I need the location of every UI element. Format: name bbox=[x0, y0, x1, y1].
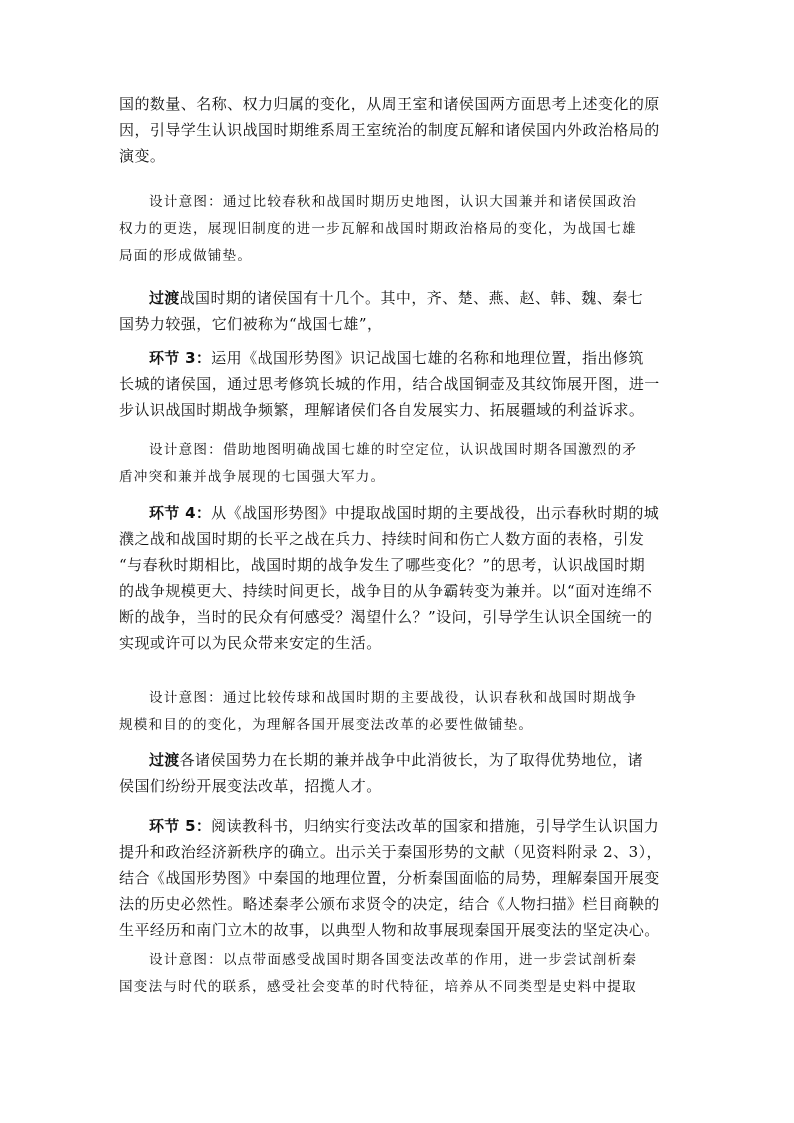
text-line: 濮之战和战国时期的长平之战在兵力、持续时间和伤亡人数方面的表格，引发 bbox=[119, 530, 645, 548]
text-line: 设计意图：通过比较春秋和战国时期历史地图，认识大国兼并和诸侯国政治 bbox=[149, 194, 638, 210]
text-line: 因，引导学生认识战国时期维系周王室统治的制度瓦解和诸侯国内外政治格局的 bbox=[119, 121, 660, 139]
design-intent-paragraph bbox=[119, 189, 677, 270]
text-segment: 战国时期的诸侯国有十几个。其中，齐、楚、燕、赵、韩、魏、秦七 bbox=[179, 289, 644, 307]
text-line bbox=[119, 500, 677, 526]
design-intent-paragraph bbox=[119, 685, 677, 739]
step-4-paragraph bbox=[119, 500, 677, 656]
text-segment: 从《战国形势图》中提取战国时期的主要战役，出示春秋时期的城 bbox=[211, 504, 660, 522]
text-line: 实现或许可以为民众带来安定的生活。 bbox=[119, 634, 382, 652]
text-line: 提升和政治经济新秩序的确立。出示关于秦国形势的文献（见资料附录 2、3）， bbox=[119, 843, 663, 861]
text-line: 的战争规模更大、持续时间更长，战争目的从争霸转变为兼并。以“面对连绵不 bbox=[119, 582, 653, 600]
text-line: 盾冲突和兼并战争展现的七国强大军力。 bbox=[119, 469, 386, 485]
text-line: 步认识战国时期战争频繁，理解诸侯们各自发展实力、拓展疆域的利益诉求。 bbox=[119, 401, 645, 419]
text-line: 设计意图：借助地图明确战国七雄的时空定位，认识战国时期各国激烈的矛 bbox=[149, 442, 638, 458]
transition-paragraph bbox=[119, 747, 677, 799]
text-line: 演变。 bbox=[119, 147, 166, 165]
design-intent-paragraph bbox=[119, 947, 677, 1001]
text-segment: 阅读教科书，归纳实行变法改革的国家和措施，引导学生认识国力 bbox=[211, 817, 660, 835]
text-line bbox=[119, 813, 677, 839]
step-3-paragraph bbox=[119, 345, 677, 423]
text-line: 生平经历和南门立木的故事，以典型人物和故事展现秦国开展变法的坚定决心。 bbox=[119, 921, 660, 939]
text-line: 权力的更迭，展现旧制度的进一步瓦解和战国时期政治格局的变化，为战国七雄 bbox=[119, 221, 637, 237]
transition-paragraph bbox=[119, 285, 677, 337]
step-label: 环节 4： bbox=[149, 504, 212, 522]
text-segment: 各诸侯国势力在长期的兼并战争中此消彼长，为了取得优势地位，诸 bbox=[179, 751, 644, 769]
text-line: 国势力较强，它们被称为“战国七雄”， bbox=[119, 315, 383, 333]
transition-label: 过渡 bbox=[149, 751, 180, 769]
design-intent-paragraph bbox=[119, 437, 677, 491]
text-line: 法的历史必然性。略述秦孝公颁布求贤令的决定，结合《人物扫描》栏目商鞅的 bbox=[119, 895, 660, 913]
text-line: 结合《战国形势图》中秦国的地理位置，分析秦国面临的局势，理解秦国开展变 bbox=[119, 869, 660, 887]
text-line: 国的数量、名称、权力归属的变化，从周王室和诸侯国两方面思考上述变化的原 bbox=[119, 95, 660, 113]
text-line: “与春秋时期相比，战国时期的战争发生了哪些变化？”的思考，认识战国时期 bbox=[119, 556, 646, 574]
intro-paragraph bbox=[119, 91, 677, 169]
text-line: 设计意图：通过比较传球和战国时期的主要战役，认识春秋和战国时期战争 bbox=[149, 690, 638, 706]
text-line bbox=[119, 345, 677, 371]
text-line bbox=[119, 747, 677, 773]
text-line: 断的战争，当时的民众有何感受？渴望什么？”设问，引导学生认识全国统一的 bbox=[119, 608, 653, 626]
step-label: 环节 3： bbox=[149, 349, 212, 367]
text-line: 国变法与时代的联系，感受社会变革的时代特征，培养从不同类型是史料中提取 bbox=[119, 979, 637, 995]
text-line: 长城的诸侯国，通过思考修筑长城的作用，结合战国铜壶及其纹饰展开图，进一 bbox=[119, 375, 660, 393]
transition-label: 过渡 bbox=[149, 289, 180, 307]
text-line: 侯国们纷纷开展变法改革，招揽人才。 bbox=[119, 777, 382, 795]
text-line bbox=[119, 285, 677, 311]
step-5-paragraph bbox=[119, 813, 677, 943]
text-line: 局面的形成做铺垫。 bbox=[119, 248, 253, 264]
text-line: 设计意图：以点带面感受战国时期各国变法改革的作用，进一步尝试剖析秦 bbox=[149, 952, 638, 968]
text-line: 规模和目的的变化，为理解各国开展变法改革的必要性做铺垫。 bbox=[119, 717, 534, 733]
step-label: 环节 5： bbox=[149, 817, 212, 835]
text-segment: 运用《战国形势图》识记战国七雄的名称和地理位置，指出修筑 bbox=[211, 349, 644, 367]
